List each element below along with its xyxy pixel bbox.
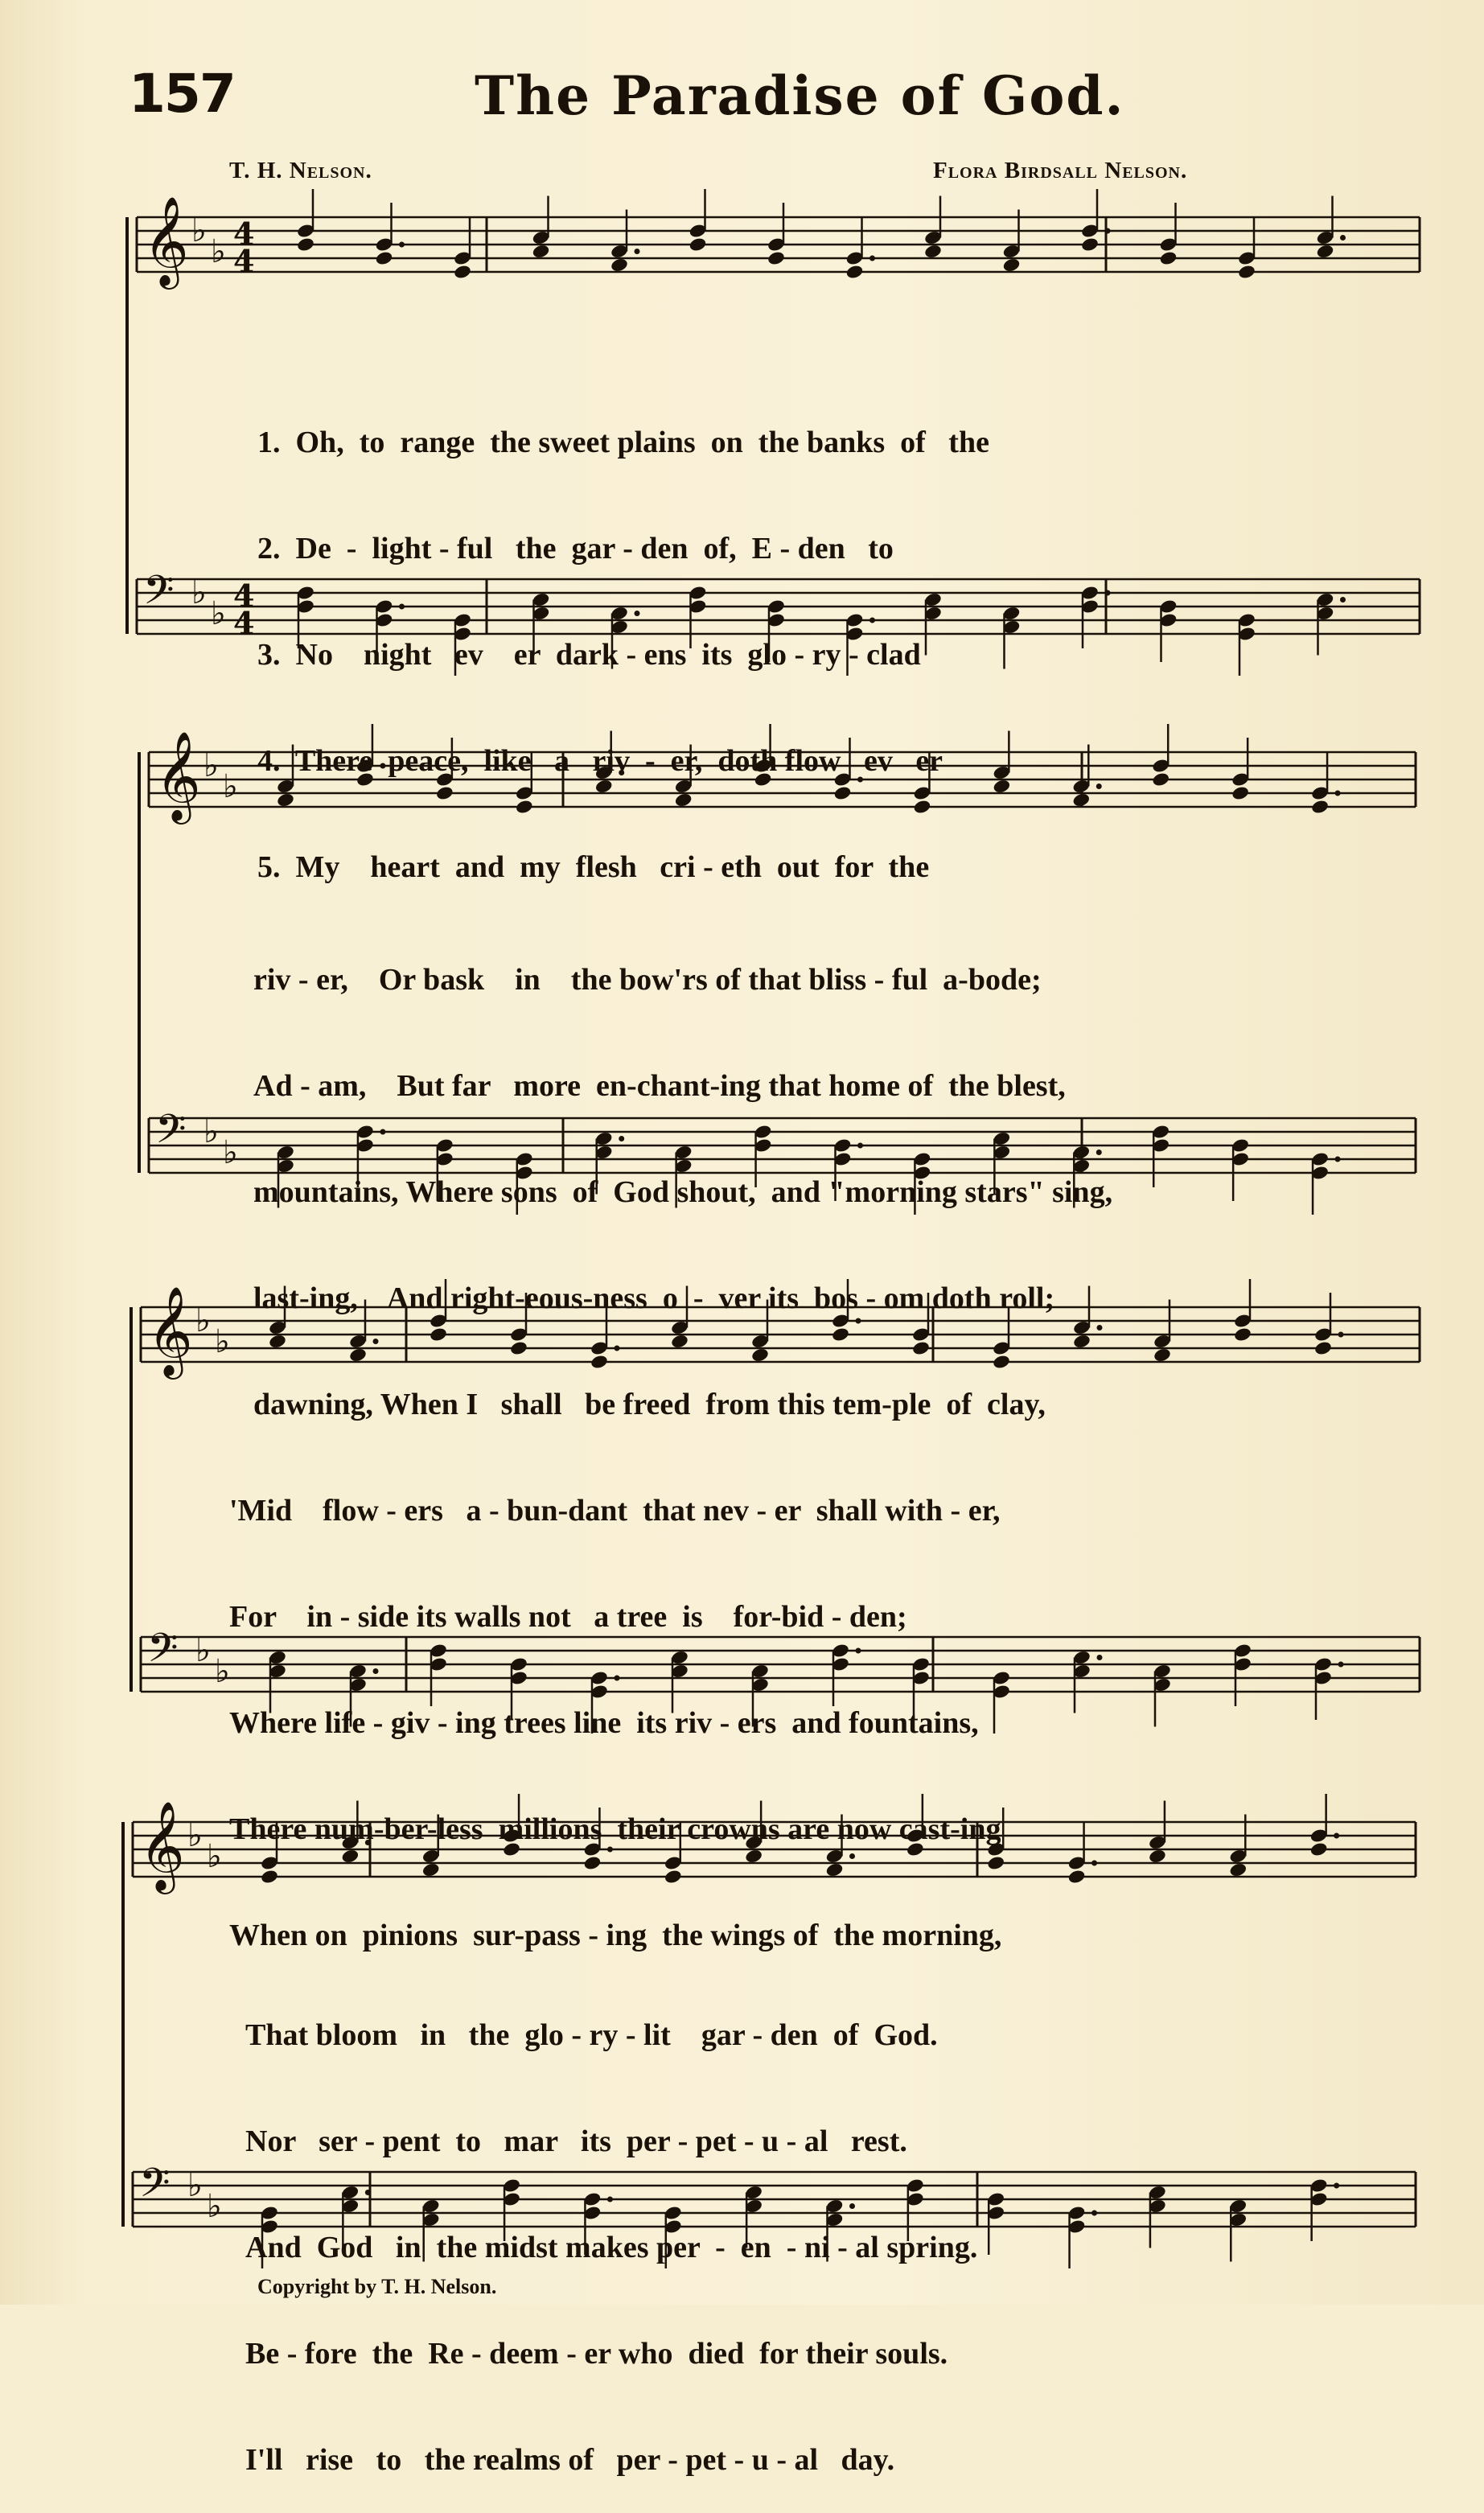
lyric-line: 3. No night ev er dark - ens its glo - ry - clad — [257, 638, 921, 672]
lyric-line: riv - er, Or bask in the bow'rs of that bliss - ful a-bode; — [253, 963, 1042, 997]
lyric-line: dawning, When I shall be freed from this tem-ple of clay, — [253, 1388, 1046, 1421]
note-head — [767, 250, 786, 266]
flat-sign-icon: ♭ — [191, 574, 207, 611]
note-head — [1151, 771, 1170, 788]
dot-icon — [1105, 590, 1111, 596]
dot-icon — [1096, 784, 1102, 789]
flat-sign-icon: ♭ — [191, 212, 207, 249]
dot-icon — [1340, 597, 1346, 603]
time-signature-bottom: 4 — [233, 605, 255, 641]
hymn-title: The Paradise of God. — [475, 64, 1125, 127]
lyric-line: mountains, Where sons of God shout, and "morning stars" sing, — [253, 1175, 1113, 1209]
dot-icon — [635, 249, 640, 254]
dot-icon — [1334, 2183, 1339, 2189]
lyric-line: 5. My heart and my flesh cri - eth out for the — [257, 850, 930, 884]
lyric-line: Be - fore the Re - deem - er who died for their souls. — [245, 2337, 948, 2371]
flat-sign-icon: ♭ — [207, 1838, 222, 1875]
note-head — [1148, 1849, 1167, 1865]
dot-icon — [1338, 1332, 1344, 1338]
flat-sign-icon: ♭ — [215, 1323, 230, 1360]
dot-icon — [1091, 2211, 1097, 2216]
dot-icon — [1340, 235, 1346, 241]
flat-sign-icon: ♭ — [203, 1113, 219, 1150]
time-signature-top: 4 — [233, 216, 255, 252]
flat-sign-icon: ♭ — [211, 233, 226, 270]
dot-icon — [1338, 1662, 1344, 1668]
lyric-line: 2. De - light - ful the gar - den of, E - den to — [257, 532, 894, 566]
lyric-line: Ad - am, But far more en-chant-ing that home of the blest, — [253, 1069, 1066, 1103]
treble-clef-icon: 𝄞 — [143, 195, 189, 286]
dot-icon — [869, 256, 875, 261]
flat-sign-icon: ♭ — [187, 1817, 203, 1854]
lyric-line: Nor ser - pent to mar its per - pet - u - al rest. — [245, 2124, 907, 2158]
note-head — [453, 264, 472, 280]
flat-sign-icon: ♭ — [207, 2188, 222, 2225]
time-signature-bottom: 4 — [233, 243, 255, 279]
lyrics-system-1 — [257, 354, 989, 920]
dot-icon — [1334, 1833, 1339, 1839]
note-head — [993, 779, 1012, 795]
lyric-line: 4. There peace, like a riv - er, doth flow ev er — [257, 744, 943, 778]
note-head — [1080, 236, 1100, 253]
dot-icon — [1097, 1655, 1103, 1660]
lyric-line: 1. Oh, to range the sweet plains on the banks of the — [257, 426, 989, 459]
note-head — [375, 250, 394, 266]
lyric-line: Where life - giv - ing trees line its riv - ers and fountains, — [229, 1706, 979, 1740]
time-signature-top: 4 — [233, 578, 255, 614]
bass-clef-icon: 𝄢 — [143, 567, 175, 623]
flat-sign-icon: ♭ — [211, 595, 226, 632]
composer-credit: T. H. Nelson. — [229, 158, 372, 183]
copyright-notice: Copyright by T. H. Nelson. — [257, 2275, 497, 2298]
note-head — [1233, 1326, 1252, 1343]
note-head — [1228, 1862, 1248, 1878]
lyric-line: For in - side its walls not a tree is for-bid - den; — [229, 1600, 907, 1634]
note-head — [532, 244, 551, 260]
bass-clef-icon: 𝄢 — [147, 1625, 179, 1681]
lyric-line: I'll rise to the realms of per - pet - u - al day. — [245, 2443, 895, 2477]
lyricist-credit: Flora Birdsall Nelson. — [933, 158, 1188, 183]
treble-clef-icon: 𝄞 — [139, 1800, 185, 1890]
flat-sign-icon: ♭ — [195, 1302, 211, 1339]
note-head — [1071, 792, 1091, 808]
bass-clef-icon: 𝄢 — [155, 1106, 187, 1162]
lyric-line: last-ing, And right-eous-ness o - ver its bos - om doth roll; — [253, 1281, 1055, 1315]
flat-sign-icon: ♭ — [223, 768, 238, 805]
dot-icon — [1105, 228, 1111, 234]
note-head — [1310, 799, 1330, 815]
note-head — [845, 264, 865, 280]
note-head — [1067, 1869, 1087, 1885]
note-head — [1313, 1340, 1333, 1356]
flat-sign-icon: ♭ — [223, 1134, 238, 1171]
note-head — [1153, 1347, 1172, 1363]
treble-clef-icon: 𝄞 — [147, 1285, 193, 1376]
note-head — [1237, 264, 1256, 280]
note-head — [1002, 257, 1022, 274]
lyric-line: When on pinions sur-pass - ing the wings of the morning, — [229, 1919, 1002, 1952]
note-head — [689, 236, 708, 253]
dot-icon — [1335, 791, 1341, 796]
lyric-line: And God in the midst makes per - en - ni - al spring. — [245, 2231, 978, 2264]
lyric-line: That bloom in the glo - ry - lit gar - den of God. — [245, 2018, 938, 2052]
note-head — [1231, 785, 1250, 801]
note-head — [1159, 250, 1178, 266]
note-head — [923, 244, 943, 260]
note-head — [296, 236, 315, 253]
lyrics-system-4 — [245, 1947, 977, 2513]
flat-sign-icon: ♭ — [215, 1653, 230, 1690]
treble-clef-icon: 𝄞 — [155, 730, 201, 821]
note-head — [1309, 1841, 1329, 1857]
lyric-line: 'Mid flow - ers a - bun-dant that nev - er shall with - er, — [229, 1494, 1001, 1528]
dot-icon — [399, 242, 405, 248]
flat-sign-icon: ♭ — [195, 1632, 211, 1669]
hymn-number: 157 — [129, 63, 235, 125]
dot-icon — [1335, 1157, 1341, 1162]
flat-sign-icon: ♭ — [203, 747, 219, 784]
bass-clef-icon: 𝄢 — [139, 2160, 171, 2216]
lyric-line: There num-ber-less millions their crowns are now cast-ing — [229, 1812, 1001, 1846]
note-head — [1316, 244, 1335, 260]
note-head — [610, 257, 629, 274]
dot-icon — [1091, 1861, 1097, 1866]
lyrics-system-3 — [229, 1422, 1001, 1989]
flat-sign-icon: ♭ — [187, 2167, 203, 2204]
lyrics-system-2 — [253, 891, 1112, 1458]
